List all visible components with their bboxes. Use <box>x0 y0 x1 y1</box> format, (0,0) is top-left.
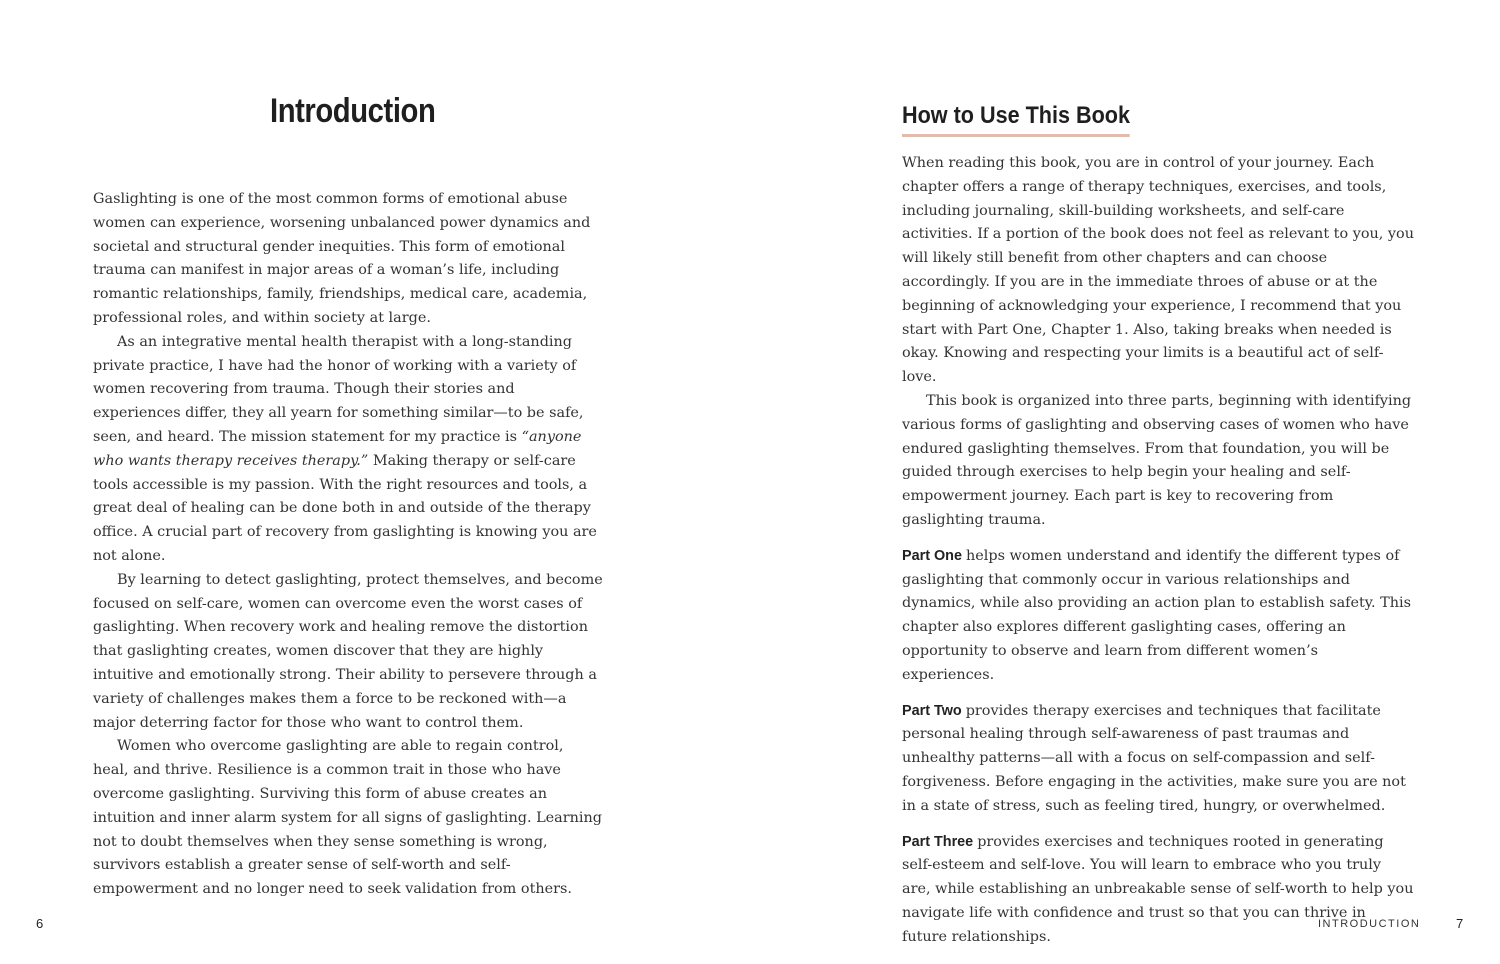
intro-body <box>93 188 603 902</box>
intro-paragraph-2-cont: Making therapy or self-care tools accessible is my passion. With the right resources and tools, a great deal of healing can be done both in and outside of the therapy office. A crucial part of recovery from gaslighting is knowing you are not alone. <box>93 452 597 564</box>
section-title: How to Use This Book <box>902 102 1130 137</box>
right-page <box>750 0 1500 964</box>
how-to-paragraph-2: This book is organized into three parts, beginning with identifying various forms of gaslighting and observing cases of women who have endured gaslighting themselves. From that foundation, you will be guided through exercises to help begin your healing and self-empowerment journey. Each part is key to recovering from gaslighting trauma. <box>902 392 1412 528</box>
intro-paragraph-2 <box>93 331 603 569</box>
part-two-label: Part Two <box>902 702 962 719</box>
part-one-label: Part One <box>902 547 962 564</box>
part-one-paragraph <box>902 545 1414 688</box>
intro-paragraph-1: Gaslighting is one of the most common forms of emotional abuse women can experience, worsening unbalanced power dynamics and societal and structural gender inequities. This form of emotional trauma can manifest in major areas of a woman’s life, including romantic relationships, family, friendships, medical care, academia, professional roles, and within society at large. <box>93 191 591 326</box>
part-three-text: provides exercises and techniques rooted in generating self-esteem and self-love. You will learn to embrace who you truly are, while establishing an unbreakable sense of self-worth to help you navigate life with confidence and trust so that you can thrive in future relationships. <box>902 833 1414 945</box>
how-to-paragraph-1: When reading this book, you are in control of your journey. Each chapter offers a range of therapy techniques, exercises, and tools, including journaling, skill-building worksheets, and self-care activities. If a portion of the book does not feel as relevant to you, you will likely still benefit from other chapters and can choose accordingly. If you are in the immediate throes of abuse or at the beginning of acknowledging your experience, I recommend that you start with Part One, Chapter 1. Also, taking breaks when needed is okay. Knowing and respecting your limits is a beautiful act of self-love. <box>902 155 1414 386</box>
part-two-paragraph <box>902 700 1414 819</box>
intro-paragraph-2-text: As an integrative mental health therapist with a long-standing private practice, I have had the honor of working with a variety of women recovering from trauma. Though their stories and experiences differ, they all yearn for something similar—to be safe, seen, and heard. The mission statement for my practice is <box>93 333 584 445</box>
intro-paragraph-3: By learning to detect gaslighting, protect themselves, and become focused on self-care, women can overcome even the worst cases of gaslighting. When recovery work and healing remove the distortion that gaslighting creates, women discover that they are highly intuitive and emotionally strong. Their ability to persevere through a variety of challenges makes them a force to be reckoned with—a major deterring factor for those who want to control them. <box>93 571 603 731</box>
mission-quote: “anyone who wants therapy receives therapy.” <box>93 428 582 469</box>
intro-paragraph-4: Women who overcome gaslighting are able to regain control, heal, and thrive. Resilience is a common trait in those who have overcome gaslighting. Surviving this form of abuse creates an intuition and inner alarm system for all signs of gaslighting. Learning not to doubt themselves when they sense something is wrong, survivors establish a greater sense of self-worth and self-empowerment and no longer need to seek validation from others. <box>93 738 602 898</box>
running-head: INTRODUCTION <box>1318 918 1421 930</box>
part-three-paragraph <box>902 831 1414 950</box>
how-to-body <box>902 152 1414 950</box>
part-two-text: provides therapy exercises and techniques that facilitate personal healing through self-awareness of past traumas and unhealthy patterns—all with a focus on self-compassion and self-forgiveness. Before engaging in the activities, make sure you are not in a state of stress, such as feeling tired, hungry, or overwhelmed. <box>902 702 1406 814</box>
part-one-text: helps women understand and identify the different types of gaslighting that commonly occur in various relationships and dynamics, while also providing an action plan to establish safety. This chapter also explores different gaslighting cases, offering an opportunity to observe and learn from different women’s experiences. <box>902 547 1412 683</box>
page-number-left: 6 <box>36 916 44 931</box>
page-number-right: 7 <box>1456 916 1464 931</box>
chapter-title: Introduction <box>270 92 436 130</box>
part-three-label: Part Three <box>902 833 974 850</box>
